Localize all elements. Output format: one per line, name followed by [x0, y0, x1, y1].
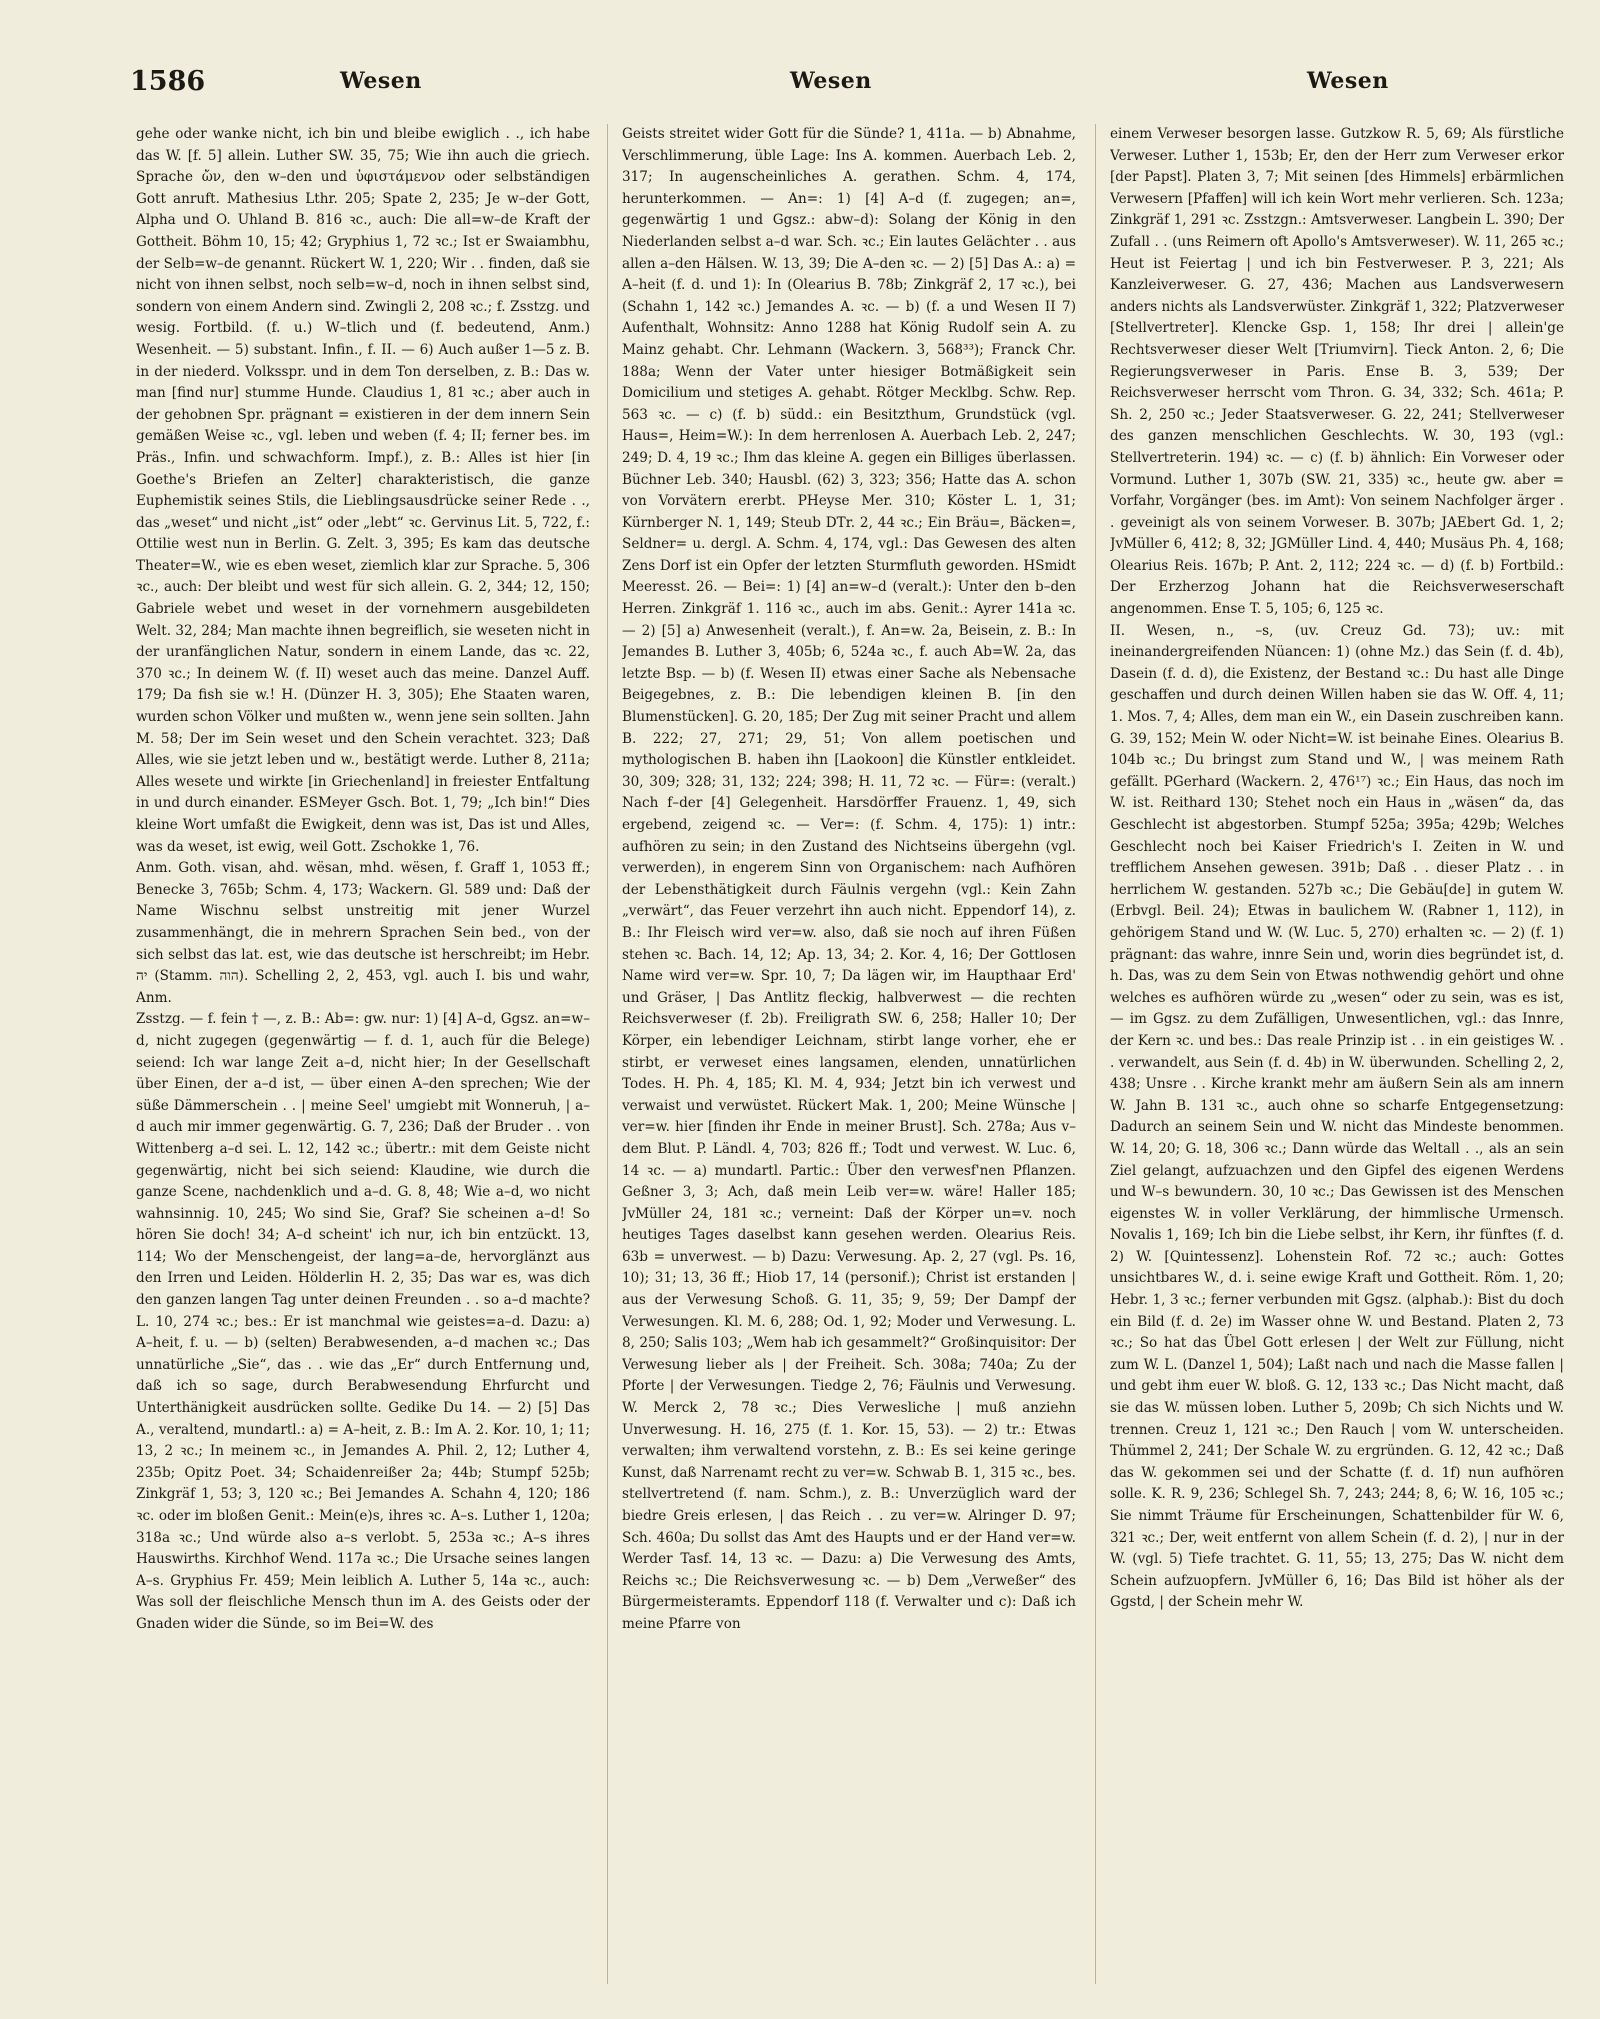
paragraph: gehe oder wanke nicht, ich bin und bleibe ewiglich . ., ich habe das W. [f. 5] allein. Luther SW. 35, 75; Wie ihn auch die griech. Sprache ὤν, den w–den und ὑφιστάμενον oder selbständigen Gott anruft. Mathesius Lthr. 205; Spate 2, 235; Je w–der Gott, Alpha und O. Uhland B. 816 ꝛc., auch: Die all=w–de Kraft der Gottheit. Böhm 10, 15; 42; Gryphius 1, 72 ꝛc.; Ist er Swaiambhu, der Selb=w–de genannt. Rückert W. 1, 220; Wir . . finden, daß sie nicht von ihnen selbst, noch selb=w–d, noch in ihnen selbst sind, sondern von einem Andern sind. Zwingli 2, 208 ꝛc.; f. Zsstzg. und wesig. Fortbild. (f. u.) W–tlich und (f. bedeutend, Anm.) Wesenheit. — 5) substant. Infin., f. II. — 6) Auch außer 1—5 z. B. in der niederd. Volksspr. und in dem Ton derselben, z. B.: Das w. man [find nur] stumme Hunde. Claudius 1, 81 ꝛc.; aber auch in der gehobnen Spr. prägnant = existieren in der dem innern Sein gemäßen Weise ꝛc., vgl. leben und weben (f. 4; II; ferner bes. im Präs., Infin. und schwachform. Impf.), z. B.: Alles ist hier [in Goethe's Briefen an Zelter] charakteristisch, die ganze Euphemistik seines Stils, die Lieblingsausdrücke seiner Rede . ., das „weset“ und nicht „ist“ oder „lebt“ ꝛc. Gervinus Lit. 5, 722, f.: Ottilie west nun in Berlin. G. Zelt. 3, 395; Es kam das deutsche Theater=W., wie es eben weset, ziemlich klar zur Sprache. 5, 306 ꝛc., auch: Der bleibt und west für sich allein. G. 2, 344; 12, 150; Gabriele webet und weset in der vornehmern ausgebildeten Welt. 32, 284; Man machte ihnen begreiflich, sie weseten nicht in der uranfänglichen Natur, sondern in einem Lande, das ꝛc. 22, 370 ꝛc.; In deinem W. (f. II) weset auch das meine. Danzel Auff. 179; Da fish sie w.! H. (Dünzer H. 3, 305); Ehe Staaten waren, wurden schon Völker und mußten w., wenn jene sein sollten. Jahn M. 58; Der im Sein weset und den Schein verachtet. 323; Daß Alles, wie sie jetzt leben und w., bestätigt werde. Luther 8, 211a; Alles wesete und wirkte [in Griechenland] in freiester Entfaltung in und durch einander. ESMeyer Gsch. Bot. 1, 79; „Ich bin!“ Dies kleine Wort umfaßt die Ewigkeit, denn was ist, Das ist und Alles, was da weset, ist ewig, weil Gott. Zschokke 1, 76. — [136, 126, 590, 855]
headword-right: Wesen — [1307, 68, 1389, 94]
paragraph: einem Verweser besorgen lasse. Gutzkow R. 5, 69; Als fürstliche Verweser. Luther 1, 153b; Er, den der Herr zum Verweser erkor [der Papst]. Platen 3, 7; Mit seinen [des Himmels] erbärmlichen Verwesern [Pfaffen] will ich kein Wort mehr verlieren. Sch. 123a; Zinkgräf 1, 291 ꝛc. Zsstzgn.: Amtsverweser. Langbein L. 390; Der Zufall . . (uns Reimern oft Apollo's Amtsverweser). W. 11, 265 ꝛc.; Heut ist Feiertag | und ich bin Festverweser. P. 3, 221; Als Kanzleiverweser. G. 27, 436; Machen aus Landsverwesern anders nichts als Landsverwüster. Zinkgräf 1, 322; Platzverweser [Stellvertreter]. Klencke Gsp. 1, 158; Ihr drei | allein'ge Rechtsverweser dieser Welt [Triumvirn]. Tieck Anton. 2, 6; Die Regierungsverweser in Paris. Ense B. 3, 539; Der Reichsverweser herrscht vom Thron. G. 34, 332; Sch. 461a; P. Sh. 2, 250 ꝛc.; Jeder Staatsverweser. G. 22, 241; Stellverweser des ganzen menschlichen Geschlechts. W. 30, 193 (vgl.: Stellvertreterin. 194) ꝛc. — c) (f. b) ähnlich: Ein Vorweser oder Vormund. Luther 1, 307b (SW. 21, 335) ꝛc., heute gw. aber = Vorfahr, Vorgänger (bes. im Amt): Von seinem Nachfolger ärger . . geveinigt als von seinem Vorweser. B. 307b; JAEbert Gd. 1, 2; JvMüller 6, 412; 8, 32; JGMüller Lind. 4, 440; Musäus Ph. 4, 168; Olearius Reis. 167b; P. Ant. 2, 112; 224 ꝛc. — d) (f. b) Fortbild.: Der Erzherzog Johann hat die Reichsverweserschaft angenommen. Ense T. 5, 105; 6, 125 ꝛc. — [1110, 126, 1564, 618]
paragraph: II. Wesen, n., –s, (uv. Creuz Gd. 73); uv.: mit ineinandergreifenden Nüancen: 1) (ohne Mz.) das Sein (f. d. 4b), Dasein (f. d. d), die Existenz, der Bestand ꝛc.: Du hast alle Dinge geschaffen und durch deinen Willen haben sie das W. Off. 4, 11; 1. Mos. 7, 4; Alles, dem man ein W., ein Dasein zuschreiben kann. G. 39, 152; Mein W. oder Nicht=W. ist beinahe Eines. Olearius B. 104b ꝛc.; Du bringst zum Stand und W., | was meinem Rath gefällt. PGerhard (Wackern. 2, 476¹⁷) ꝛc.; Ein Haus, das noch im W. ist. Reithard 130; Stehet noch ein Haus in „wäsen“ da, das Geschlecht ist abgestorben. Stumpf 525a; 395a; 429b; Welches Geschlecht noch bei Kaiser Friedrich's I. Zeiten in W. und trefflichem Ansehen gewesen. 391b; Daß . . dieser Platz . . in herrlichem W. gestanden. 527b ꝛc.; Die Gebäu[de] in gutem W. (Erbvgl. Beil. 24); Etwas in baulichem W. (Rabner 1, 112), in gehörigem Stand und W. (W. Luc. 5, 270) erhalten ꝛc. — 2) (f. 1) prägnant: das wahre, innre Sein und, worin dies begründet ist, d. h. Das, was zu dem Sein von Etwas nothwendig gehört und ohne welches es aufhören würde zu „wesen“ oder zu sein, was es ist, — im Ggsz. zu dem Zufälligen, Unwesentlichen, vgl.: das Innre, der Kern ꝛc. und bes.: Das reale Prinzip ist . . in ein geistiges W. . . verwandelt, aus Sein (f. d. 4b) in W. überwunden. Schelling 2, 2, 438; Unsre . . Kirche krankt mehr am äußern Sein als am innern W. Jahn B. 131 ꝛc., auch ohne so scharfe Entgegensetzung: Dadurch an seinem Sein und W. nicht das Mindeste benommen. W. 14, 20; G. 18, 306 ꝛc.; Dann würde das Weltall . ., als an sein Ziel gelangt, aufzuachzen und den Gipfel des eigenen Werdens und W–s bewundern. 30, 10 ꝛc.; Das Gewissen ist des Menschen eigenstes W. in voller Verklärung, der himmlische Urmensch. Novalis 1, 169; Ich bin die Liebe selbst, ihr Kern, ihr fünftes (f. d. 2) W. [Quintessenz]. Lohenstein Rof. 72 ꝛc.; auch: Gottes unsichtbares W., d. i. seine ewige Kraft und Gottheit. Röm. 1, 20; Hebr. 1, 3 ꝛc.; ferner verbunden mit Ggsz. (alphab.): Bist du doch ein Bild (f. d. 2e) im Wasser ohne W. und Bestand. Platen 2, 73 ꝛc.; So hat das Übel Gott erlesen | der Welt zur Füllung, nicht zum W. L. (Danzel 1, 504); Laßt nach und nach die Masse fallen | und gebt ihm euer W. bloß. G. 12, 133 ꝛc.; Das Nicht macht, daß sie das W. müssen loben. Luther 5, 209b; Ch sich Nichts und W. trennen. Creuz 1, 121 ꝛc.; Den Rauch | vom W. unterscheiden. Thümmel 2, 241; Der Schale W. zu ergründen. G. 12, 42 ꝛc.; Daß das W. gekommen sei und der Schatte (f. d. 1f) nun aufhören solle. K. R. 9, 236; Schlegel Sh. 7, 243; 244; 8, 6; W. 16, 105 ꝛc.; Sie nimmt Träume für Erscheinungen, Schattenbilder für W. 6, 321 ꝛc.; Der, weit entfernt von allem Schein (f. d. 2), | nur in der W. (vgl. 5) Tiefe trachtet. G. 11, 55; 13, 275; Das W. nicht dem Schein aufzuopfern. JvMüller 6, 16; Das Bild ist höher als der Ggstd, | der Schein mehr W. — [1110, 622, 1564, 1611]
paragraph: Anm. Goth. visan, ahd. wësan, mhd. wësen, f. Graff 1, 1053 ff.; Benecke 3, 765b; Schm. 4, 173; Wackern. Gl. 589 und: Daß der Name Wischnu selbst unstreitig mit jener Wurzel zusammenhängt, die in mehrern Sprachen Sein bed., von der sich selbst das lat. est, wie das deutsche ist herschreibt; im Hebr. יה (Stamm. הוה). Schelling 2, 2, 453, vgl. auch I. bis und wahr, Anm. — [136, 860, 590, 1006]
text-columns — [136, 124, 1564, 2004]
headword-left: Wesen — [340, 68, 422, 94]
page-number: 1586 — [130, 66, 206, 97]
paragraph: Zsstzg. — f. fein † —, z. B.: Ab=: gw. nur: 1) [4] A–d, Ggsz. an=w–d, nicht zugegen (gegenwärtig — f. d. 1, auch für die Belege) seiend: Ich war lange Zeit a–d, nicht hier; In der Gesellschaft über Einen, der a–d ist, — über einen A–den sprechen; Wie der süße Dämmerschein . . | meine Seel' umgiebt mit Wonneruh, | a–d auch mir immer gegenwärtig. G. 7, 236; Daß der Bruder . . von Wittenberg a–d sei. L. 12, 142 ꝛc.; übertr.: mit dem Geiste nicht gegenwärtig, nicht bei sich seiend: Klaudine, wie durch die ganze Scene, nachdenklich und a–d. G. 8, 48; Wie a–d, wo nicht wahnsinnig. 10, 245; Wo sind Sie, Graf? Sie scheinen a–d! So hören Sie doch! 34; A–d scheint' ich nur, ich bin entzückt. 13, 114; Wo der Menschengeist, der lang=a–de, hervorglänzt aus den Irren und Leiden. Hölderlin H. 2, 35; Das war es, was dich den ganzen langen Tag unter deinen Freunden . . so a–d machte? L. 10, 274 ꝛc.; bes.: Er ist manchmal wie geistes=a–d. Dazu: a) A–heit, f. u. — b) (selten) Berabwesenden, a–d machen ꝛc.; Das unnatürliche „Sie“, das . . wie das „Er“ durch Entfernung und, daß ich so sage, durch Berabwesendung Ehrfurcht und Unterthänigkeit ausdrücken sollte. Gedike Du 14. — 2) [5] Das A., veraltend, mundartl.: a) = A–heit, z. B.: Im A. 2. Kor. 10, 1; 11; 13, 2 ꝛc.; In meinem ꝛc., in Jemandes A. Phil. 2, 12; Luther 4, 235b; Opitz Poet. 34; Schaidenreißer 2a; 44b; Stumpf 525b; Zinkgräf 1, 53; 3, 120 ꝛc.; Bei Jemandes A. Schahn 4, 120; 186 ꝛc. oder im bloßen Genit.: Mein(e)s, ihres ꝛc. A–s. Luther 1, 120a; 318a ꝛc.; Und würde also a–s verlobt. 5, 253a ꝛc.; A–s ihres Hauswirths. Kirchhof Wend. 117a ꝛc.; Die Ursache seines langen A–s. Gryphius Fr. 459; Mein leiblich A. Luther 5, 14a ꝛc., auch: Was soll der fleischliche Mensch thun im A. des Geists oder der Gnaden wider die Sünde, so im Bei=W. des — [136, 1011, 590, 1632]
paragraph: Geists streitet wider Gott für die Sünde? 1, 411a. — b) Abnahme, Verschlimmerung, üble Lage: Ins A. kommen. Auerbach Leb. 2, 317; In augenscheinliches A. gerathen. Schm. 4, 174, herunterkommen. — An=: 1) [4] A–d (f. zugegen; an=, gegenwärtig 1 und Ggsz.: abw–d): Solang der König in den Niederlanden selbst a–d war. Sch. ꝛc.; Ein lautes Gelächter . . aus allen a–den Hälsen. W. 13, 39; Die A–den ꝛc. — 2) [5] Das A.: a) = A–heit (f. d. und 1): In (Olearius B. 78b; Zinkgräf 2, 17 ꝛc.), bei (Schahn 1, 142 ꝛc.) Jemandes A. ꝛc. — b) (f. a und Wesen II 7) Aufenthalt, Wohnsitz: Anno 1288 hat König Rudolf sein A. zu Mainz gehabt. Chr. Lehmann (Wackern. 3, 568³³); Franck Chr. 188a; Wenn der Vater unter hiesiger Botmäßigkeit sein Domicilium und stetiges A. gehabt. Rötger Mecklbg. Schw. Rep. 563 ꝛc. — c) (f. b) südd.: ein Besitzthum, Grundstück (vgl. Haus=, Heim=W.): In dem herrenlosen A. Auerbach Leb. 2, 247; 249; D. 4, 19 ꝛc.; Ihm das kleine A. gegen ein Billiges überlassen. Büchner Leb. 340; Hausbl. (62) 3, 323; 356; Hatte das A. schon von Vorvätern ererbt. PHeyse Mer. 310; Köster L. 1, 31; Kürnberger N. 1, 149; Steub DTr. 2, 44 ꝛc.; Ein Bräu=, Bäcken=, Seldner= u. dergl. A. Schm. 4, 174, vgl.: Das Gewesen des alten Zens Dorf ist ein Opfer der letzten Sturmfluth geworden. HSmidt Meeresst. 26. — Bei=: 1) [4] an=w–d (veralt.): Unter den b–den Herren. Zinkgräf 1. 116 ꝛc., auch im abs. Genit.: Ayrer 141a ꝛc. — 2) [5] a) Anwesenheit (veralt.), f. An=w. 2a, Beisein, z. B.: In Jemandes B. Luther 3, 405b; 6, 524a ꝛc., f. auch Ab=W. 2a, das letzte Bsp. — b) (f. Wesen II) etwas einer Sache als Nebensache Beigegebnes, z. B.: Die lebendigen kleinen B. [in den Blumenstücken]. G. 20, 185; Der Zug mit seiner Pracht und allem B. 222; 27, 271; 29, 51; Von allem poetischen und mythologischen B. haben ihn [Laokoon] die Künstler entkleidet. 30, 309; 328; 31, 132; 224; 398; H. 11, 72 ꝛc. — Für=: (veralt.) Nach f–der [4] Gelegenheit. Harsdörffer Frauenz. 1, 49, sich ergebend, zeigend ꝛc. — Ver=: (f. Schm. 4, 175): 1) intr.: aufhören zu sein; in den Zustand des Nichtseins übergehn (vgl. verwerden), in engerem Sinn von Organischem: nach Aufhören der Lebensthätigkeit durch Fäulnis vergehn (vgl.: Kein Zahn „verwärt“, das Feuer verzehrt ihn auch nicht. Eppendorf 14), z. B.: Ihr Fleisch wird ver=w. also, daß sie noch auf ihren Füßen stehen ꝛc. Bach. 14, 12; Ap. 13, 34; 2. Kor. 4, 16; Der Gottlosen Name wird ver=w. Spr. 10, 7; Da lägen wir, im Haupthaar Erd' und Gräser, | Das Antlitz fleckig, halbverwest — die rechten Reichsverweser (f. 2b). Freiligrath SW. 6, 258; Haller 10; Der Körper, ein lebendiger Leichnam, stirbt lange vorher, ehe er stirbt, er verweset eines langsamen, elenden, unnatürlichen Todes. H. Ph. 4, 185; Kl. M. 4, 934; Jetzt bin ich verwest und verwaist und verwüstet. Rückert Mak. 1, 200; Meine Wünsche | ver=w. hier [finden ihr Ende in meiner Brust]. Sch. 278a; Aus v–dem Blut. P. Ländl. 4, 703; 826 ff.; Todt und verwest. W. Luc. 6, 14 ꝛc. — a) mundartl. Partic.: Über den verwesf'nen Pflanzen. Geßner 3, 3; Ach, daß mein Leib ver=w. wäre! Haller 185; JvMüller 24, 181 ꝛc.; verneint: Daß der Körper un=v. noch heutiges Tages daselbst kann gesehen werden. Olearius Reis. 63b = unverwest. — b) Dazu: Verwesung. Ap. 2, 27 (vgl. Ps. 16, 10); 31; 13, 36 ff.; Hiob 17, 14 (personif.); Christ ist erstanden | aus der Verwesung Schoß. G. 11, 35; 9, 59; Der Dampf der Verwesungen. Kl. M. 6, 288; Od. 1, 92; Moder und Verwesung. L. 8, 250; Salis 103; „Wem hab ich gesammelt?“ Großinquisitor: Der Verwesung lieber als | der Freiheit. Sch. 308a; 740a; Zu der Pforte | der Verwesungen. Tiedge 2, 76; Fäulnis und Verwesung. W. Merck 2, 78 ꝛc.; Dies Verwesliche | muß anziehn Unverwesung. H. 16, 275 (f. 1. Kor. 15, 53). — 2) tr.: Etwas verwalten; ihm verwaltend vorstehn, z. B.: Es sei keine geringe Kunst, daß Narrenamt recht zu ver=w. Schwab B. 1, 315 ꝛc., bes. stellvertretend (f. nam. Schm.), z. B.: Unverzüglich ward der biedre Greis erlesen, | das Reich . . zu ver=w. Alringer D. 97; Sch. 460a; Du sollst das Amt des Haupts und er der Hand ver=w. Werder Tasf. 14, 13 ꝛc. — Dazu: a) Die Verwesung des Amts, Reichs ꝛc.; Die Reichsverwesung ꝛc. — b) Dem „Verweßer“ des Bürgermeisteramts. Eppendorf 118 (f. Verwalter und c): Daß ich meine Pfarre von — [622, 126, 1076, 1632]
column-right — [1110, 124, 1564, 2004]
page-header — [0, 66, 1600, 106]
column-left — [136, 124, 590, 2004]
column-middle — [622, 124, 1076, 2004]
headword-center: Wesen — [790, 68, 872, 94]
